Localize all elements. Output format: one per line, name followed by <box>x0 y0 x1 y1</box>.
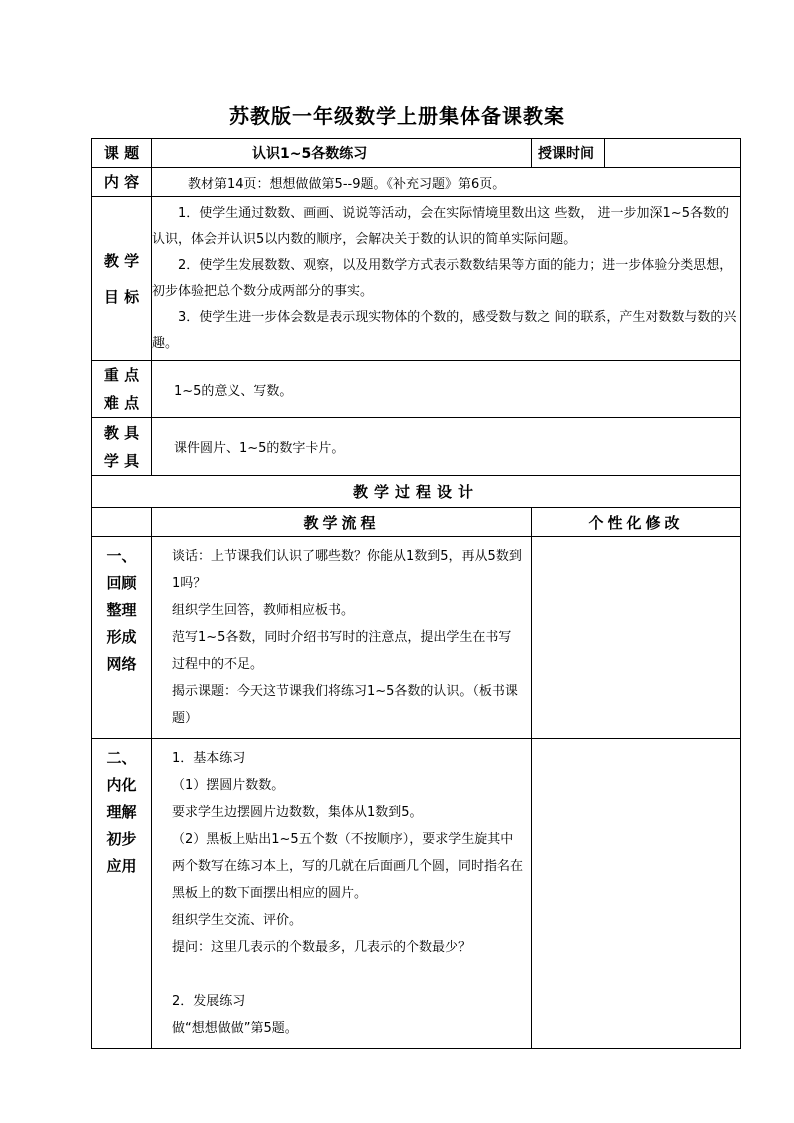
lesson-plan-table <box>91 138 741 1049</box>
stage-2-line: 1．基本练习 <box>172 751 246 766</box>
spacer <box>172 961 523 988</box>
stage-2-row <box>92 739 741 1049</box>
stage-label-line: 网络 <box>106 655 137 673</box>
time-value <box>605 139 741 168</box>
tools-label-line-2: 学 具 <box>103 451 140 470</box>
focus-row <box>92 361 741 418</box>
flow-column-header: 教学流程 <box>152 508 532 537</box>
stage-label-line: 应用 <box>106 857 137 875</box>
stage-2-line: 要求学生边摆圆片边数数，集体从1数到5。 <box>172 805 423 820</box>
stage-1-line: 揭示课题：今天这节课我们将练习1~5各数的认识。（板书课题） <box>172 684 518 726</box>
process-title-row <box>92 476 741 508</box>
goal-item: 3．使学生进一步体会数是表示现实物体的个数的，感受数与数之 间的联系，产生对数数与数的兴趣。 <box>152 309 737 351</box>
goals-row <box>92 197 741 361</box>
focus-label-line-1: 重 点 <box>103 366 140 384</box>
stage-2-line: 2．发展练习 <box>172 994 246 1009</box>
process-section-title: 教学过程设计 <box>92 476 741 508</box>
stage-1-line: 组织学生回答，教师相应板书。 <box>172 603 355 618</box>
focus-value: 1~5的意义、写数。 <box>152 361 741 418</box>
goal-item: 2．使学生发展数数、观察，以及用数学方式表示数数结果等方面的能力；进一步体验分类思想，初步体验把总个数分成两部分的事实。 <box>152 257 733 299</box>
stage-2-line: 提问：这里几表示的个数最多，几表示的个数最少？ <box>172 940 472 955</box>
stage-2-modification <box>532 739 741 1049</box>
goals-label-line-2: 目 标 <box>103 287 140 306</box>
tools-label-line-1: 教 具 <box>103 423 140 442</box>
process-header-row <box>92 508 741 537</box>
focus-label <box>92 361 152 418</box>
process-header-blank <box>92 508 152 537</box>
stage-1-line: 范写1~5各数，同时介绍书写时的注意点，提出学生在书写过程中的不足。 <box>172 630 512 672</box>
topic-row <box>92 139 741 168</box>
stage-label-line: 整理 <box>106 601 137 619</box>
stage-2-content <box>152 739 532 1049</box>
stage-label-line: 二、 <box>106 749 137 767</box>
content-label: 内 容 <box>92 168 152 197</box>
stage-label-line: 一、 <box>106 547 137 565</box>
content-row <box>92 168 741 197</box>
stage-label-line: 内化 <box>106 776 137 794</box>
stage-1-label <box>92 537 152 739</box>
topic-label: 课 题 <box>92 139 152 168</box>
stage-1-content <box>152 537 532 739</box>
stage-label-line: 理解 <box>106 803 137 821</box>
goals-label <box>92 197 152 361</box>
stage-2-line: （1）摆圆片数数。 <box>172 778 285 793</box>
stage-label-line: 初步 <box>106 830 137 848</box>
topic-value: 认识1~5各数练习 <box>152 139 532 168</box>
goals-content <box>152 197 741 361</box>
content-value: 教材第14页：想想做做第5--9题。《补充习题》第6页。 <box>152 168 741 197</box>
focus-label-line-2: 难 点 <box>103 394 140 412</box>
time-label: 授课时间 <box>532 139 605 168</box>
stage-label-line: 形成 <box>106 628 137 646</box>
tools-row <box>92 418 741 476</box>
stage-1-row <box>92 537 741 739</box>
stage-1-line: 谈话：上节课我们认识了哪些数？你能从1数到5，再从5数到1吗？ <box>172 549 522 591</box>
stage-2-line: （2）黑板上贴出1~5五个数（不按顺序），要求学生旋其中两个数写在练习本上，写的几就在后面画几个圆，同时指名在黑板上的数下面摆出相应的圆片。 <box>172 832 524 901</box>
stage-2-line: 做“想想做做”第5题。 <box>172 1021 298 1036</box>
stage-2-label <box>92 739 152 1049</box>
page-title: 苏教版一年级数学上册集体备课教案 <box>229 104 565 128</box>
tools-label <box>92 418 152 476</box>
goal-item: 1．使学生通过数数、画画、说说等活动，会在实际情境里数出这 些数， 进一步加深1~5各数的认识，体会并认识5以内数的顺序，会解决关于数的认识的简单实际问题。 <box>152 205 729 247</box>
stage-2-line: 组织学生交流、评价。 <box>172 913 303 928</box>
modification-column-header: 个性化修改 <box>532 508 741 537</box>
stage-1-modification <box>532 537 741 739</box>
goals-label-line-1: 教 学 <box>103 251 140 270</box>
tools-value: 课件圆片、1~5的数字卡片。 <box>152 418 741 476</box>
stage-label-line: 回顾 <box>106 574 137 592</box>
